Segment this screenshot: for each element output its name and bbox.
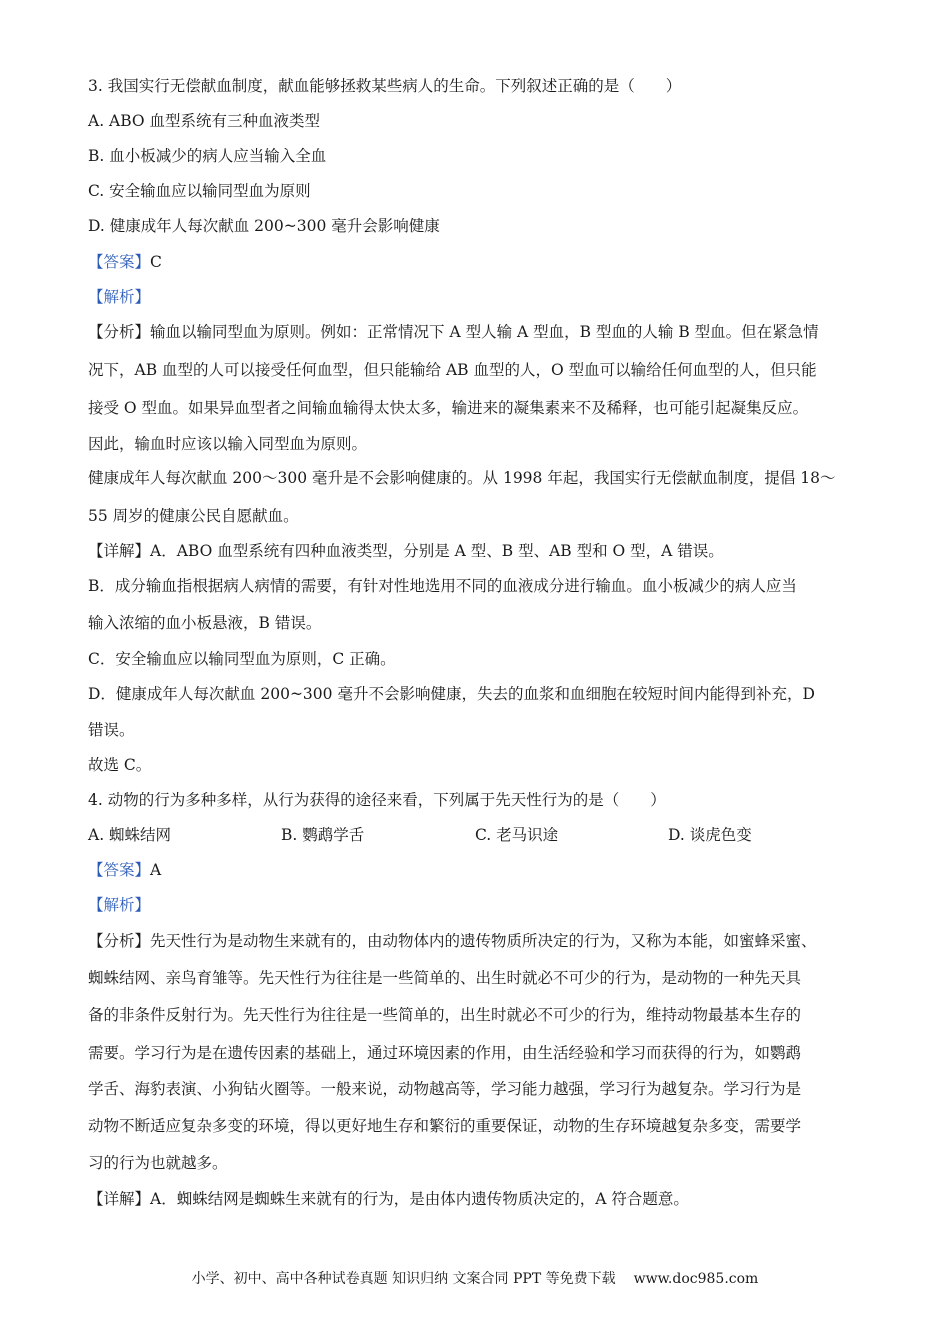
- q4-option-b: B. 鹦鹉学舌: [281, 826, 365, 844]
- q4-fenxi-line-1: [88, 931, 817, 951]
- q3-xiangjie-line-1: [88, 541, 724, 561]
- q4-fenxi-line-3: 备的非条件反射行为。先天性行为往往是一些简单的，出生时就必不可少的行为，维持动物最基本生存的: [88, 1006, 802, 1024]
- q3-fenxi-line-6: 55 周岁的健康公民自愿献血。: [88, 507, 299, 525]
- q3-fenxi-line-3: 接受 O 型血。如果异血型者之间输血输得太快太多，输进来的凝集素来不及稀释，也可能引起凝集反应。: [88, 399, 809, 417]
- q3-option-a: A. ABO 血型系统有三种血液类型: [88, 112, 321, 130]
- q3-option-d: D. 健康成年人每次献血 200~300 毫升会影响健康: [88, 217, 440, 235]
- q4-fenxi-line-5: 学舌、海豹表演、小狗钻火圈等。一般来说，动物越高等，学习能力越强，学习行为越复杂。学习行为是: [88, 1080, 802, 1098]
- q3-answer: [88, 252, 162, 272]
- q4-fenxi-line-6: 动物不断适应复杂多变的环境，得以更好地生存和繁衍的重要保证，动物的生存环境越复杂多变，需要学: [88, 1117, 802, 1135]
- analysis-tag: 【解析】: [88, 896, 151, 914]
- q4-option-a: A. 蜘蛛结网: [88, 826, 172, 844]
- q4-option-c: C. 老马识途: [475, 826, 559, 844]
- xiangjie-text: A．蜘蛛结网是蜘蛛生来就有的行为，是由体内遗传物质决定的，A 符合题意。: [150, 1190, 689, 1208]
- answer-tag: 【答案】: [88, 861, 151, 879]
- q3-fenxi-line-1: [88, 322, 819, 342]
- fenxi-text: 输血以输同型血为原则。例如：正常情况下 A 型人输 A 型血，B 型血的人输 B 型血。但在紧急情: [150, 323, 819, 341]
- q4-xiangjie-line-1: [88, 1189, 689, 1209]
- q3-fenxi-line-2: 况下，AB 血型的人可以接受任何血型，但只能输给 AB 血型的人，O 型血可以输给任何血型的人，但只能: [88, 361, 817, 379]
- question-4-stem: 4. 动物的行为多种多样，从行为获得的途径来看，下列属于先天性行为的是（ ）: [88, 791, 666, 809]
- answer-tag: 【答案】: [88, 253, 151, 271]
- answer-value: C: [150, 253, 162, 271]
- xiangjie-tag: 【详解】: [88, 542, 151, 560]
- q4-analysis-tag: [88, 895, 150, 915]
- q3-fenxi-line-4: 因此，输血时应该以输入同型血为原则。: [88, 435, 368, 453]
- q3-xiangjie-line-2: B．成分输血指根据病人病情的需要，有针对性地选用不同的血液成分进行输血。血小板减少的病人应当: [88, 577, 797, 595]
- q3-xiangjie-line-6: 错误。: [88, 721, 135, 739]
- footer-url[interactable]: www.doc985.com: [633, 1271, 759, 1287]
- q3-conclusion: 故选 C。: [88, 756, 152, 774]
- q3-fenxi-line-5: 健康成年人每次献血 200～300 毫升是不会影响健康的。从 1998 年起，我国实行无偿献血制度，提倡 18～: [88, 469, 836, 487]
- q3-analysis-tag: [88, 287, 150, 307]
- fenxi-tag: 【分析】: [88, 323, 151, 341]
- q4-option-d: D. 谈虎色变: [668, 826, 752, 844]
- analysis-tag: 【解析】: [88, 288, 151, 306]
- q4-answer: [88, 860, 161, 880]
- question-3-stem: 3. 我国实行无偿献血制度，献血能够拯救某些病人的生命。下列叙述正确的是（ ）: [88, 77, 682, 95]
- q3-xiangjie-line-3: 输入浓缩的血小板悬液，B 错误。: [88, 614, 322, 632]
- q3-option-c: C. 安全输血应以输同型血为原则: [88, 182, 311, 200]
- q4-fenxi-line-2: 蜘蛛结网、亲鸟育雏等。先天性行为往往是一些简单的、出生时就必不可少的行为，是动物的一种先天具: [88, 969, 802, 987]
- xiangjie-text: A．ABO 血型系统有四种血液类型，分别是 A 型、B 型、AB 型和 O 型，A 错误。: [150, 542, 724, 560]
- q4-fenxi-line-4: 需要。学习行为是在遗传因素的基础上，通过环境因素的作用，由生活经验和学习而获得的行为，如鹦鹉: [88, 1044, 802, 1062]
- page-footer: [0, 1268, 950, 1288]
- footer-text: 小学、初中、高中各种试卷真题 知识归纳 文案合同 PPT 等免费下载: [191, 1271, 616, 1287]
- q3-option-b: B. 血小板减少的病人应当输入全血: [88, 147, 327, 165]
- fenxi-tag: 【分析】: [88, 932, 151, 950]
- answer-value: A: [150, 861, 162, 879]
- xiangjie-tag: 【详解】: [88, 1190, 151, 1208]
- q4-fenxi-line-7: 习的行为也就越多。: [88, 1154, 228, 1172]
- fenxi-text: 先天性行为是动物生来就有的，由动物体内的遗传物质所决定的行为，又称为本能，如蜜蜂采蜜、: [150, 932, 817, 950]
- q3-xiangjie-line-5: D．健康成年人每次献血 200~300 毫升不会影响健康，失去的血浆和血细胞在较短时间内能得到补充，D: [88, 685, 815, 703]
- q3-xiangjie-line-4: C．安全输血应以输同型血为原则，C 正确。: [88, 650, 396, 668]
